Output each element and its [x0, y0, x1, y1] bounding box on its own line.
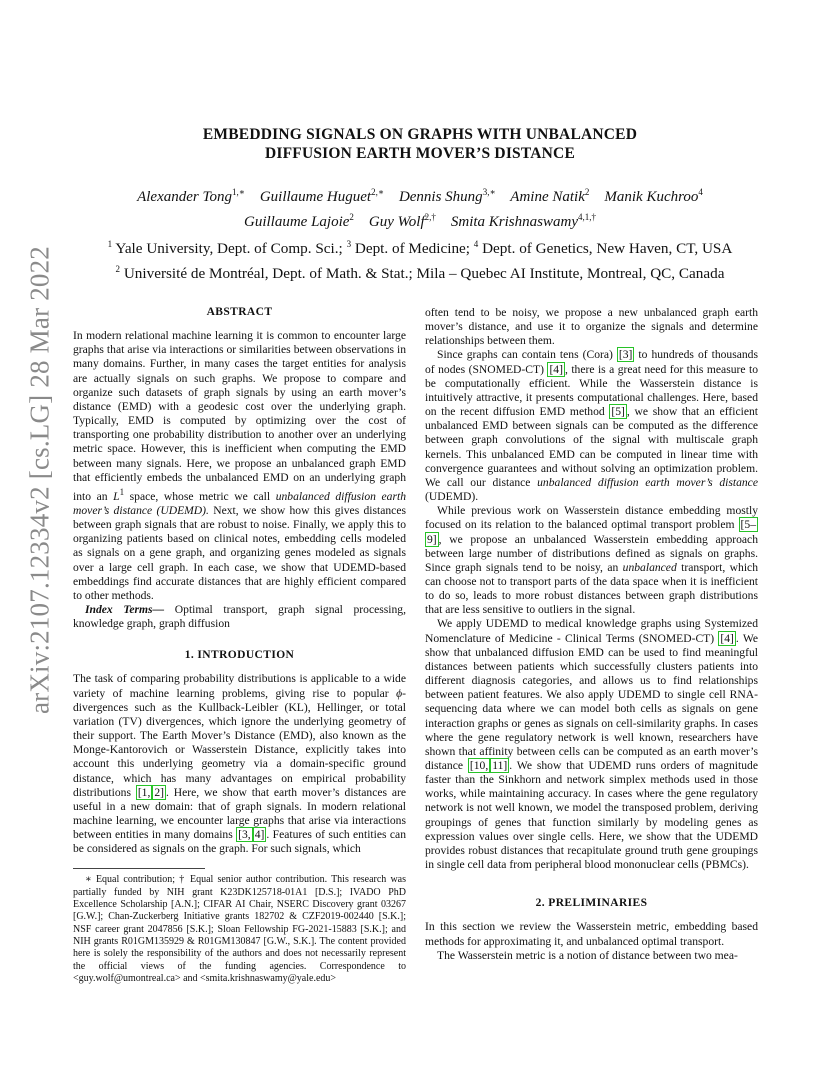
- body-text: (UDEMD).: [425, 490, 479, 504]
- affil-text: Yale University, Dept. of Comp. Sci.;: [112, 240, 347, 258]
- author-name: Guy Wolf: [368, 214, 425, 230]
- affil-mark: 4: [473, 239, 479, 249]
- introduction-heading: 1. INTRODUCTION: [184, 649, 295, 662]
- author-name: Guillaume Huguet: [259, 189, 372, 205]
- left-column: [73, 305, 406, 985]
- body-text: . We show that unbalanced diffusion EMD can be used to find meaningful distances between patients which successfully clusters patients into different diagnosis categories, and allows us to find relationships between patient features. We also apply UDEMD to single cell RNA-sequencing data where we can model both cells as signals on gene interaction graphs or genes as signals on cell-similarity graphs. In cases where the gene regulatory network is well known, researchers have shown that affinity between cells can be computed as an earth mover’s distance: [425, 631, 759, 772]
- body-text: While previous work on Wasserstein distance embedding mostly focused on its relation to the balanced optimal transport problem: [425, 504, 758, 532]
- authors-line-1: [90, 182, 750, 207]
- body-emphasis: unbalanced diffusion earth mover’s distance: [537, 475, 758, 489]
- author-name: Amine Natik: [510, 189, 585, 205]
- abstract-body: [73, 329, 406, 603]
- author-name: Alexander Tong: [137, 189, 232, 205]
- citation-link[interactable]: 9]: [427, 532, 437, 546]
- paragraph: In this section we review the Wasserstein metric, embedding based methods for approximating it, and unbalanced optimal transport.: [425, 920, 758, 948]
- author-affil-mark: 1,∗: [231, 187, 245, 197]
- author-affil-mark: 2,†: [424, 212, 436, 222]
- body-text: . We show that UDEMD runs orders of magnitude faster than the Sinkhorn and network simplex methods used in those works, while maintaining accuracy. In cases where the gene regulatory network is not well known, we model the transposed problem, deriving groupings of genes that function similarly by modeling genes as expression values over single cells. Here, we show that the UDEMD provides robust distances that recapitulate ground truth gene groupings in single cell data from peripheral blood mononuclear cells (PBMCs).: [425, 759, 758, 872]
- citation-link[interactable]: [10,: [469, 759, 489, 772]
- preliminaries-heading: 2. PRELIMINARIES: [535, 897, 648, 910]
- intro-text: The task of comparing probability distributions is applicable to a wide variety of machine learning problems, giving rise to popular: [73, 672, 406, 700]
- author-affil-mark: 2: [349, 212, 354, 222]
- paper-title: [140, 125, 700, 163]
- math-superscript: 1: [119, 486, 125, 497]
- body-text: to hundreds of thousands of nodes (SNOMED-CT): [425, 348, 758, 376]
- author-name: Manik Kuchroo: [604, 189, 699, 205]
- paragraph: [425, 348, 758, 504]
- paragraph: The Wasserstein metric is a notion of distance between two mea-: [437, 948, 738, 962]
- citation-link[interactable]: 4]: [254, 828, 265, 842]
- affil-mark: 1: [107, 239, 113, 249]
- introduction-body: [73, 672, 406, 856]
- index-terms: [73, 603, 406, 631]
- author-affil-mark: 4,1,†: [577, 212, 596, 222]
- affil-text: Dept. of Medicine;: [351, 240, 474, 258]
- paragraph: [425, 617, 758, 872]
- body-text: Since graphs can contain tens (Cora): [437, 348, 617, 362]
- index-terms-text: Optimal transport, graph signal processing, knowledge graph, graph diffusion: [73, 602, 406, 631]
- citation-link[interactable]: [4]: [549, 362, 563, 376]
- intro-text: . Here, we show that earth mover’s distances are useful in a new domain: that of graph signals. In modern relational machine learning, we encounter large graphs that arise via interactions between entities in many domains: [73, 785, 406, 842]
- paragraph: [425, 504, 758, 617]
- title-line-2: DIFFUSION EARTH MOVER’S DISTANCE: [264, 145, 575, 162]
- abstract-text: In modern relational machine learning it is common to encounter large graphs that arise via interactions or similarities between observations in many domains. Further, in many cases the target entities for analysis are actually signals on such graphs. We propose to compare and organize such datasets of graph signals by using an earth mover’s distance (EMD) with a geodesic cost over the underlying graph. Typically, EMD is computed by optimizing over the cost of transporting one probability distribution to another over an underlying metric space. However, this is inefficient when computing the EMD between many signals. Here, we propose an unbalanced graph EMD that efficiently embeds the unbalanced EMD on an underlying graph into an: [73, 329, 406, 503]
- abstract-text: Next, we show how this gives distances between graph signals that are robust to noise. Finally, we apply this to organizing patients based on clinical notes, embedding cells modeled as signals on a gene graph, and organizing genes modeled as signals over a large cell graph. In each case, we show that UDEMD-based embeddings find accurate distances that are highly efficient compared to other methods.: [73, 503, 406, 602]
- citation-link[interactable]: 2]: [154, 785, 165, 799]
- body-text: transport, which can choose not to transport parts of the data space when it is inefficient to do so, leads to more robust distances between graph distributions that are less sensitive to outliers in the signal.: [425, 560, 758, 617]
- citation-link[interactable]: [4]: [720, 631, 734, 645]
- intro-text: -divergences such as the Kullback-Leibler (KL), Hellinger, or total variation (TV) divergences, which ignore the underlying geometry of their support. The Earth Mover’s Distance (EMD), also known as the Monge-Kantorovich or Wasserstein Distance, explicitly takes into account this underlying geometry via a domain-specific ground distance, which has many advantages on empirical probability distributions: [73, 686, 406, 799]
- citation-link[interactable]: 11]: [492, 759, 508, 772]
- paragraph: often tend to be noisy, we propose a new unbalanced graph earth mover’s distance, and use it to organize the signals and determine relationships between them.: [425, 306, 758, 348]
- footnote-rule: [73, 868, 205, 869]
- abstract-text: space, whose metric we call: [124, 489, 276, 503]
- citation-link[interactable]: [3]: [618, 348, 633, 362]
- affil-text: Université de Montréal, Dept. of Math. & Stat.; Mila – Quebec AI Institute, Montreal, QC, Canada: [120, 265, 725, 283]
- affil-mark: 3: [346, 239, 352, 249]
- body-text: , we propose an unbalanced Wasserstein embedding approach between large number of distributions defined as signals on graphs. Since graph signals tend to be noisy, an: [425, 532, 758, 574]
- intro-text: . Features of such entities can be considered as signals on the graph. For such signals, which: [73, 828, 406, 856]
- authors-line-2: [90, 207, 750, 232]
- affiliations: [70, 234, 770, 284]
- abstract-emphasis: unbalanced diffusion earth mover’s distance (UDEMD).: [73, 489, 406, 517]
- author-affil-mark: 2,∗: [371, 187, 384, 197]
- author-affil-mark: 2: [584, 187, 590, 197]
- abstract-heading: ABSTRACT: [206, 306, 273, 318]
- author-affil-mark: 4: [698, 187, 703, 197]
- citation-link[interactable]: [5–: [740, 518, 756, 532]
- citation-link[interactable]: [3,: [238, 828, 251, 842]
- affil-mark: 2: [115, 264, 121, 275]
- arxiv-id: arXiv:2107.12334v2 [cs.LG] 28 Mar 2022: [24, 245, 55, 715]
- math-symbol: L: [113, 489, 120, 503]
- arxiv-identifier-margin: [18, 0, 62, 1072]
- citation-link[interactable]: [1,: [137, 785, 151, 799]
- math-symbol: ϕ: [396, 686, 403, 700]
- affiliation-line-1: [70, 234, 770, 259]
- body-text: We apply UDEMD to medical knowledge graphs using Systemized Nomenclature of Medicine - Clinical Terms (SNOMED-CT): [425, 617, 758, 645]
- body-emphasis: unbalanced: [622, 560, 677, 574]
- author-name: Guillaume Lajoie: [244, 214, 350, 230]
- affil-text: Dept. of Genetics, New Haven, CT, USA: [478, 240, 733, 258]
- body-text: , there is a great need for this measure to be computationally efficient. While the Wasserstein distance is intuitively attractive, it presents computational challenges. Here, based on the recent diffusion EMD method: [425, 362, 758, 419]
- index-terms-label: Index Terms—: [85, 602, 165, 616]
- author-list: [90, 182, 750, 232]
- body-text: , we show that an efficient unbalanced EMD between signals can be computed as the difference between graph convolutions of the signal with multiscale graph kernels. This unbalanced EMD can be computed in linear time with convergence guarantees and without solving an optimization problem. We call our distance: [425, 405, 758, 489]
- title-line-1: EMBEDDING SIGNALS ON GRAPHS WITH UNBALANCED: [202, 126, 638, 143]
- author-name: Dennis Shung: [398, 189, 483, 205]
- author-affil-mark: 3,∗: [482, 187, 496, 197]
- affiliation-line-2: [70, 259, 770, 284]
- citation-link[interactable]: [5]: [611, 405, 625, 419]
- author-name: Smita Krishnaswamy: [450, 214, 578, 230]
- right-column: [425, 306, 758, 963]
- footnote: ∗ Equal contribution; † Equal senior author contribution. This research was partially funded by NIH grant K23DK125718-01A1 [D.S.]; IVADO PhD Excellence Scholarship [A.N.]; CIFAR AI Chair, NSERC Discovery grant 03267 [G.W.]; Chan-Zuckerberg Initiative grants 182702 & CZF2019-002440 [S.K.]; NSF career grant 2047856 [S.K.]; Sloan Fellowship FG-2021-15883 [S.K.]; and NIH grants R01GM135929 & R01GM130847 [G.W., S.K.]. The content provided here is solely the responsibility of the authors and does not necessarily represent the official views of the funding agencies. Correspondence to <guy.wolf@umontreal.ca> and <smita.krishnaswamy@yale.edu>: [73, 874, 406, 984]
